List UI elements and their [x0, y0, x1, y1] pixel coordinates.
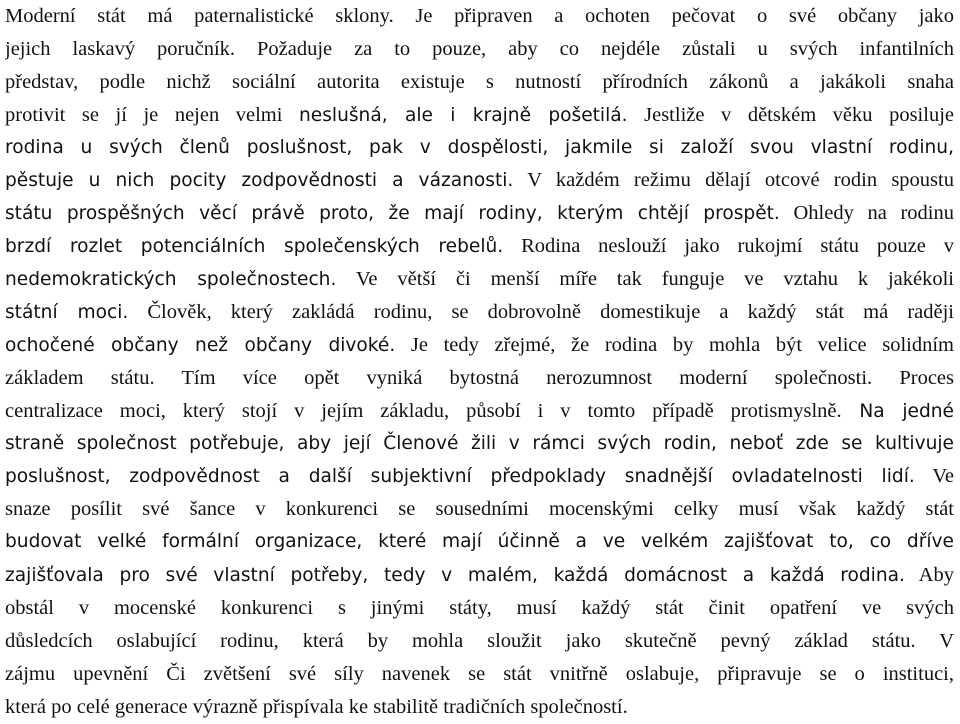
text-line	[5, 329, 954, 362]
text-line	[5, 460, 954, 493]
text-line: představ, podle nichž sociální autorita existuje s nutností přírodních zákonů a jakákoli snaha	[5, 70, 954, 93]
text-line: Moderní stát má paternalistické sklony. Je připraven a ochoten pečovat o své občany jako	[5, 5, 954, 27]
text-line	[5, 230, 954, 263]
text-line	[5, 164, 954, 197]
text-span: Ohledy na rodinu	[779, 202, 954, 225]
text-line	[5, 395, 954, 428]
text-line	[5, 559, 954, 592]
text-span: neslušná, ale i krajně pošetilá.	[299, 104, 628, 126]
text-span: pěstuje u nich pocity zodpovědnosti a vázanosti.	[5, 170, 514, 192]
text-span: Člověk, který zakládá rodinu, se dobrovolně domestikuje a každý stát má raději	[128, 301, 954, 324]
text-line: budovat velké formální organizace, které mají účinně a ve velkém zajišťovat to, co dříve	[5, 531, 954, 553]
text-line: obstál v mocenské konkurenci s jinými státy, musí každý stát činit opatření ve svých	[5, 597, 954, 620]
text-line: snaze posílit své šance v konkurenci se sousedními mocenskými celky musí však každý stát	[5, 498, 954, 521]
text-line	[5, 263, 954, 296]
text-line-last: která po celé generace výrazně přispívala ke stabilitě tradičních společností.	[5, 695, 628, 718]
text-line: straně společnost potřebuje, aby její Členové žili v rámci svých rodin, neboť zde se kultivuje	[5, 432, 954, 454]
text-span: Ve	[914, 465, 954, 488]
text-line	[5, 296, 954, 329]
text-line: důsledcích oslabující rodinu, která by mohla sloužit jako skutečně pevný základ státu. V	[5, 629, 954, 652]
text-span: ochočené občany než občany divoké.	[5, 334, 396, 356]
text-span: Ve větší či menší míře tak funguje ve vztahu k jakékoli	[336, 268, 954, 291]
text-span: centralizace moci, který stojí v jejím základu, působí i v tomto případě protismyslně.	[5, 399, 842, 422]
text-span: zajišťovala pro své vlastní potřeby, tedy v malém, každá domácnost a každá rodina.	[5, 565, 905, 587]
text-span: poslušnost, zodpovědnost a další subjektivní předpoklady snadnější ovladatelnosti lidí.	[5, 466, 915, 488]
text-line: rodina u svých členů poslušnost, pak v dospělosti, jakmile si založí svou vlastní rodinu,	[5, 136, 954, 158]
text-span: státu prospěšných věcí právě proto, že mají rodiny, kterým chtějí prospět.	[5, 203, 780, 225]
text-line: jejich laskavý poručník. Požaduje za to pouze, aby co nejdéle zůstali u svých infantilních	[5, 37, 954, 60]
text-line: zájmu upevnění Či zvětšení své síly navenek se stát vnitřně oslabuje, připravuje se o instituci,	[5, 662, 954, 685]
text-span: Aby	[904, 564, 954, 587]
text-span: Je tedy zřejmé, že rodina by mohla být velice solidním	[395, 333, 954, 356]
text-span: protivit se jí je nejen velmi	[5, 103, 299, 126]
text-line	[5, 197, 954, 230]
text-line: základem státu. Tím více opět vyniká bytostná nerozumnost moderní společnosti. Proces	[5, 366, 954, 389]
text-span: Rodina neslouží jako rukojmí státu pouze v	[503, 235, 954, 258]
text-span: státní moci.	[5, 302, 129, 324]
text-line	[5, 99, 954, 132]
text-span: Jestliže v dětském věku posiluje	[627, 103, 954, 126]
text-span: Na jedné	[841, 400, 954, 422]
text-span: V každém režimu dělají otcové rodin spoustu	[513, 169, 954, 192]
text-span: brzdí rozlet potenciálních společenských rebelů.	[5, 236, 504, 258]
text-span: nedemokratických společnostech.	[5, 269, 337, 291]
